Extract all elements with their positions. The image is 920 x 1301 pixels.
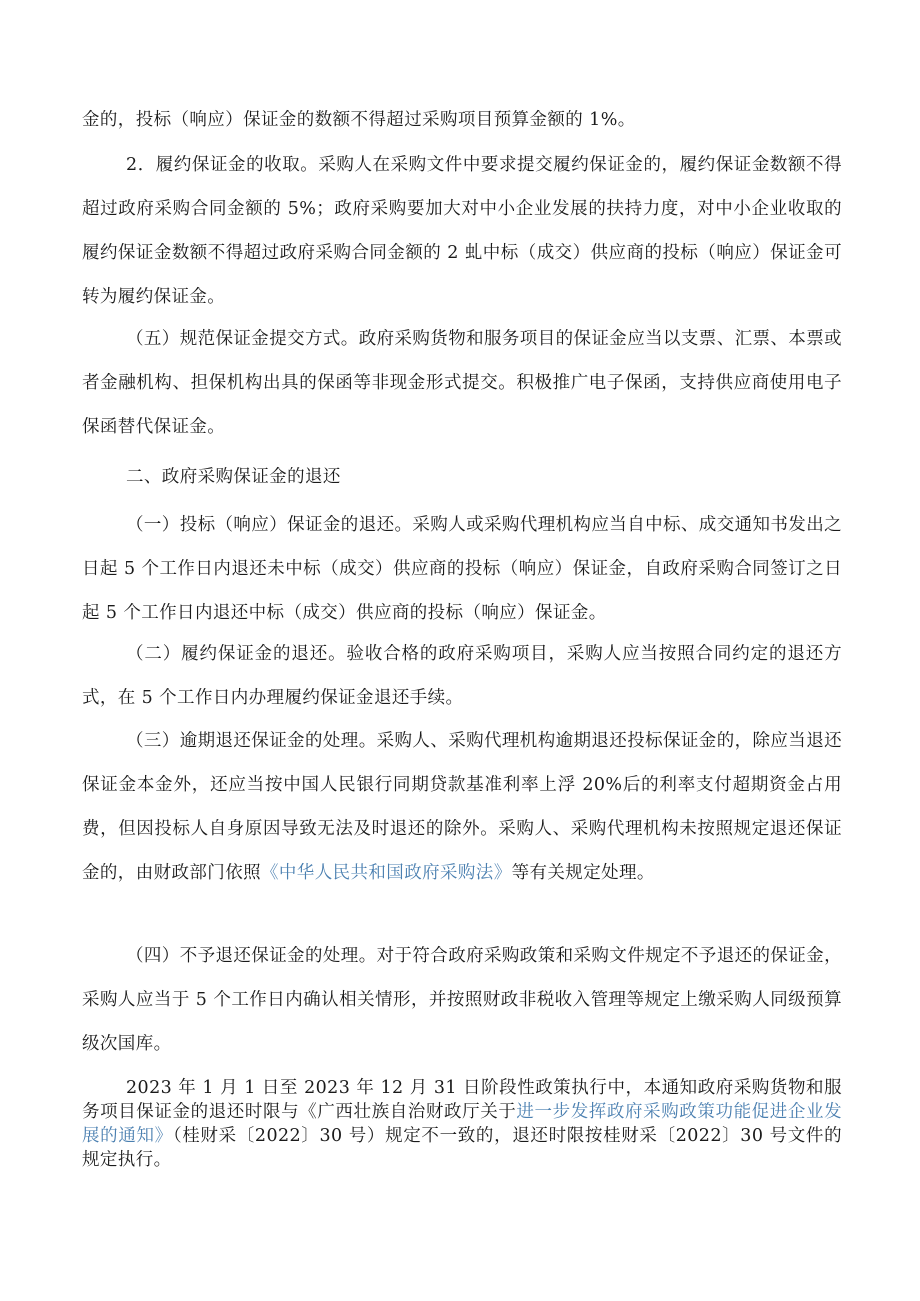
paragraph-performance-bond-collection: 2．履约保证金的收取。采购人在采购文件中要求提交履约保证金的，履约保证金数额不得超过政府采购合同金额的 5%；政府采购要加大对中小企业发展的扶持力度，对中小企业收取的履约保证金数额不得超过政府采购合同金额的 2 虬中标（成交）供应商的投标（响应）保证金可转为履约保证金。	[82, 155, 842, 307]
section-heading-refund: 二、政府采购保证金的退还	[126, 467, 341, 487]
paragraph-transition-policy	[82, 1076, 842, 1172]
paragraph-transition-text: 2023 年 1 月 1 日至 2023 年 12 月 31 日阶段性政策执行中，本通知政府采购货物和服务项目保证金的退还时限与《广西壮族自治财政厅关于	[82, 1078, 842, 1122]
paragraph-bid-bond-refund: （一）投标（响应）保证金的退还。采购人或采购代理机构应当自中标、成交通知书发出之日起 5 个工作日内退还未中标（成交）供应商的投标（响应）保证金，自政府采购合同签订之日起 5 个工作日内退还中标（成交）供应商的投标（响应）保证金。	[82, 515, 842, 623]
paragraph-non-refund: （四）不予退还保证金的处理。对于符合政府采购政策和采购文件规定不予退还的保证金，采购人应当于 5 个工作日内确认相关情形，并按照财政非税收入管理等规定上缴采购人同级预算级次国库。	[82, 946, 842, 1054]
paragraph-transition-text-end: （桂财采〔2022〕30 号）规定不一致的，退还时限按桂财采〔2022〕30 号文件的规定执行。	[82, 1126, 842, 1170]
guangxi-notice-link[interactable]: 进一步发挥政府采购政策功能促进企业发展的通知》	[82, 1102, 842, 1146]
paragraph-overdue-text-end: 等有关规定处理。	[511, 863, 655, 883]
paragraph-performance-bond-refund: （二）履约保证金的退还。验收合格的政府采购项目，采购人应当按照合同约定的退还方式，在 5 个工作日内办理履约保证金退还手续。	[82, 644, 842, 708]
paragraph-overdue-text: （三）逾期退还保证金的处理。采购人、采购代理机构逾期退还投标保证金的，除应当退还保证金本金外，还应当按中国人民银行同期贷款基准利率上浮 20%后的利率支付超期资金占用费，但因投标人自身原因导致无法及时退还的除外。采购人、采购代理机构未按照规定退还保证金的，由财政部门依照	[82, 731, 842, 883]
paragraph-overdue-refund	[82, 719, 842, 895]
paragraph-guarantee-limit: 金的，投标（响应）保证金的数额不得超过采购项目预算金额的 1%。	[82, 110, 636, 130]
paragraph-payment-method: （五）规范保证金提交方式。政府采购货物和服务项目的保证金应当以支票、汇票、本票或者金融机构、担保机构出具的保函等非现金形式提交。积极推广电子保函，支持供应商使用电子保函替代保证金。	[82, 329, 842, 437]
procurement-law-link[interactable]: 《中华人民共和国政府采购法》	[261, 863, 512, 883]
